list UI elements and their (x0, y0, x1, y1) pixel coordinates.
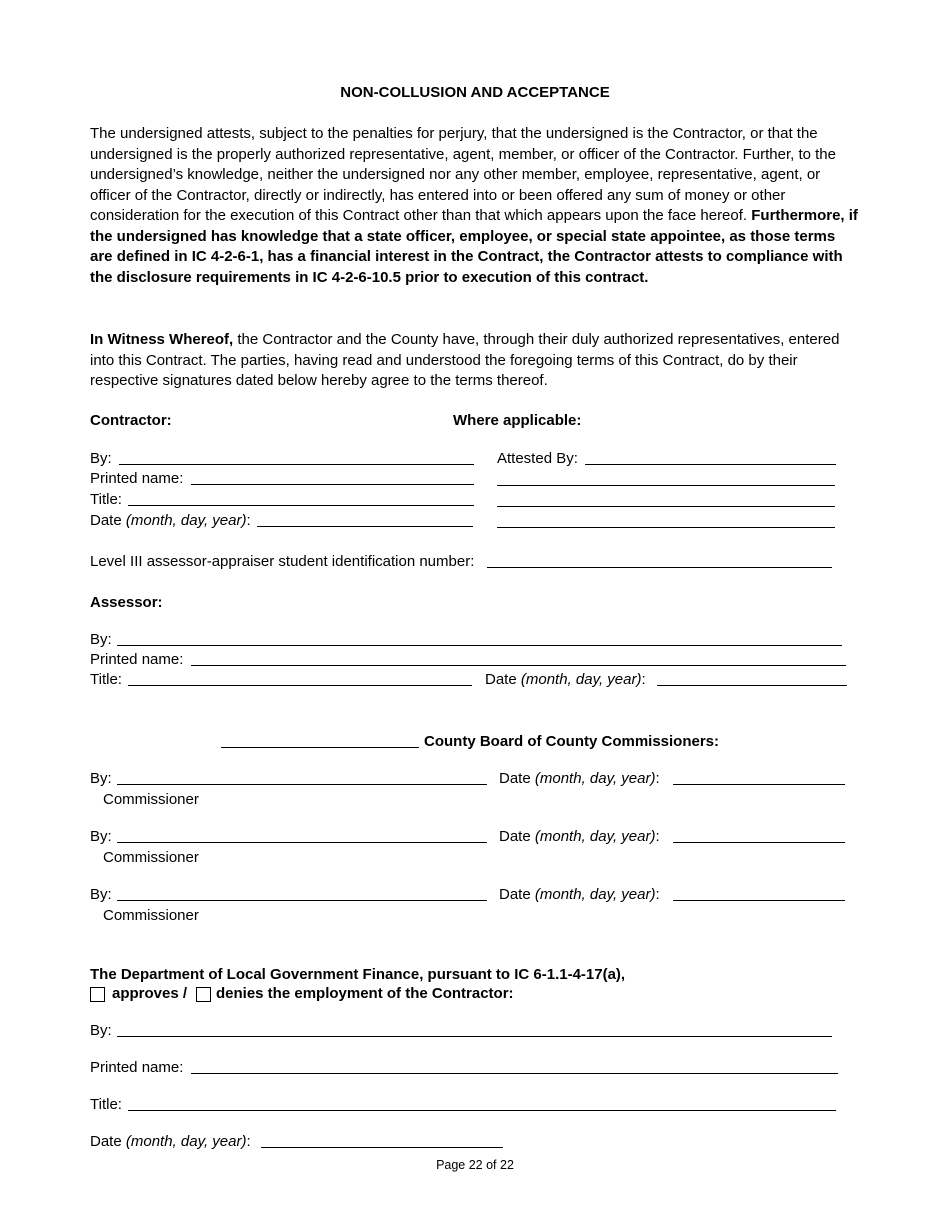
dlgf-by-label: By: (90, 1022, 112, 1039)
attested-by-label: Attested By: (497, 450, 578, 467)
assessor-date-label: Date (month, day, year): (485, 671, 646, 688)
contractor-date-line[interactable] (257, 526, 473, 527)
commissioner-1-by-label: By: (90, 770, 112, 787)
commissioner-1-by-line[interactable] (117, 784, 487, 785)
dlgf-heading: The Department of Local Government Finance, pursuant to IC 6-1.1-4-17(a), (90, 966, 626, 983)
attested-line-3[interactable] (497, 506, 835, 507)
commissioner-3-date-line[interactable] (673, 900, 845, 901)
commissioner-2-date-label: Date (month, day, year): (499, 828, 660, 845)
dlgf-title-line[interactable] (128, 1110, 836, 1111)
page-number: Page 22 of 22 (436, 1158, 514, 1172)
denies-checkbox[interactable] (196, 987, 211, 1002)
assessor-by-label: By: (90, 631, 112, 648)
commissioner-1-date-line[interactable] (673, 784, 845, 785)
approves-checkbox[interactable] (90, 987, 105, 1002)
assessor-by-line[interactable] (117, 645, 842, 646)
dlgf-by-line[interactable] (117, 1036, 832, 1037)
student-id-line[interactable] (487, 567, 832, 568)
non-collusion-paragraph (90, 124, 860, 288)
page-title: NON-COLLUSION AND ACCEPTANCE (340, 84, 610, 101)
contractor-title-label: Title: (90, 491, 122, 508)
commissioner-2-date-line[interactable] (673, 842, 845, 843)
assessor-date-line[interactable] (657, 685, 847, 686)
student-id-label: Level III assessor-appraiser student identification number: (90, 553, 475, 570)
contractor-title-line[interactable] (128, 505, 474, 506)
attested-by-line[interactable] (585, 464, 836, 465)
commissioner-3-by-label: By: (90, 886, 112, 903)
disclosure-text: Furthermore, if the undersigned has knowledge that a state officer, employee, or special state appointee, as those terms are defined in IC 4-2-6-1, has a financial interest in the Contract, the Contractor attests to compliance with the disclosure requirements in IC 4-2-6-10.5 prior to execution of this contract. (90, 207, 858, 286)
contractor-printed-name-line[interactable] (191, 484, 474, 485)
dlgf-title-label: Title: (90, 1096, 122, 1113)
attestation-text: The undersigned attests, subject to the penalties for perjury, that the undersigned is the Contractor, or that the undersigned is the properly authorized representative, agent, member, or officer of the Contractor. Further, to the undersigned’s knowledge, neither the undersigned nor any other member, employee, representative, agent, or officer of the Contractor, directly or indirectly, has entered into or been offered any sum of money or other consideration for the execution of this Contract other than that which appears upon the face hereof. (90, 125, 836, 224)
contractor-heading: Contractor: (90, 412, 172, 429)
commissioner-3-role: Commissioner (103, 907, 199, 924)
contractor-printed-name-label: Printed name: (90, 470, 184, 487)
attested-line-2[interactable] (497, 485, 835, 486)
contractor-by-label: By: (90, 450, 112, 467)
commissioner-2-by-line[interactable] (117, 842, 487, 843)
assessor-printed-name-line[interactable] (191, 665, 846, 666)
commissioner-2-by-label: By: (90, 828, 112, 845)
county-board-heading: County Board of County Commissioners: (424, 733, 720, 750)
commissioner-1-role: Commissioner (103, 791, 199, 808)
county-name-line[interactable] (221, 747, 419, 748)
approves-label: approves / (112, 985, 188, 1002)
dlgf-printed-name-label: Printed name: (90, 1059, 184, 1076)
commissioner-3-by-line[interactable] (117, 900, 487, 901)
dlgf-date-label: Date (month, day, year): (90, 1133, 251, 1150)
dlgf-date-line[interactable] (261, 1147, 503, 1148)
commissioner-3-date-label: Date (month, day, year): (499, 886, 660, 903)
assessor-heading: Assessor: (90, 594, 163, 611)
where-applicable-heading: Where applicable: (453, 412, 582, 429)
witness-text: the Contractor and the County have, through their duly authorized representatives, entered into this Contract. The parties, having read and understood the foregoing terms of this Contract, do by their respective signatures dated below hereby agree to the terms thereof. (90, 331, 840, 389)
contractor-by-line[interactable] (119, 464, 474, 465)
contractor-date-label: Date (month, day, year): (90, 512, 251, 529)
assessor-title-label: Title: (90, 671, 122, 688)
witness-lead: In Witness Whereof, (90, 331, 234, 348)
assessor-printed-name-label: Printed name: (90, 651, 184, 668)
commissioner-2-role: Commissioner (103, 849, 199, 866)
attested-line-4[interactable] (497, 527, 835, 528)
denies-label: denies the employment of the Contractor: (216, 985, 514, 1002)
assessor-title-line[interactable] (128, 685, 472, 686)
commissioner-1-date-label: Date (month, day, year): (499, 770, 660, 787)
witness-paragraph (90, 330, 860, 392)
dlgf-printed-name-line[interactable] (191, 1073, 838, 1074)
